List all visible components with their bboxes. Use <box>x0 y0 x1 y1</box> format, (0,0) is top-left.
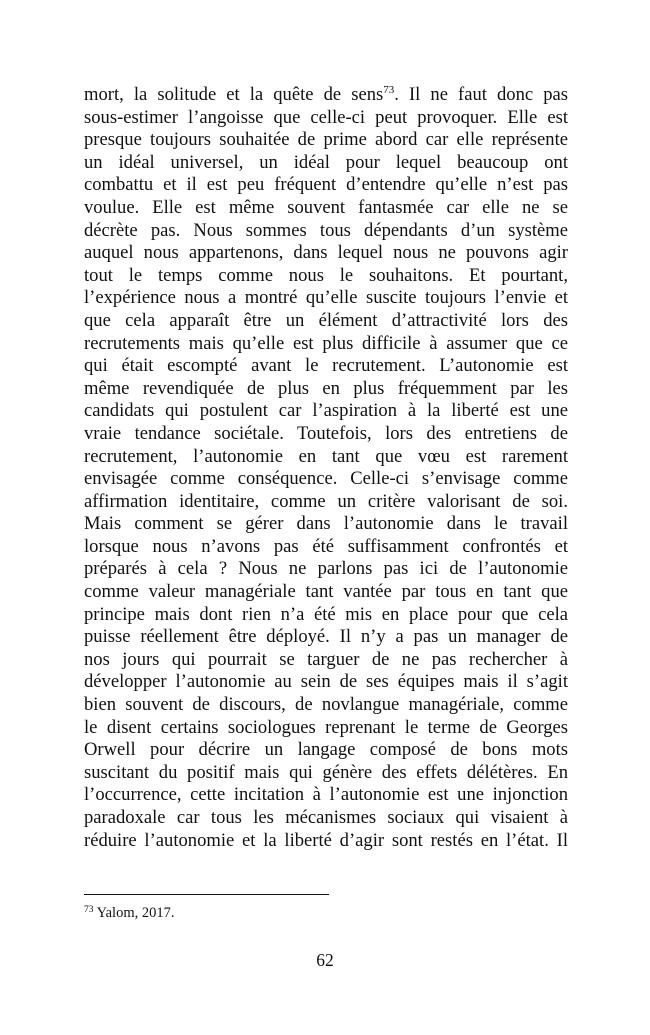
text-line <box>84 287 568 310</box>
text-line <box>84 446 568 469</box>
text-line <box>84 581 568 604</box>
text-line-content: recrutement, l’autonomie en tant que vœu est rarement <box>84 445 568 467</box>
text-line <box>84 400 568 423</box>
text-line <box>84 84 568 107</box>
text-line-content: paradoxale car tous les mécanismes sociaux qui visaient à <box>84 807 568 828</box>
footnote-text: Yalom, 2017. <box>96 905 175 921</box>
text-line-content: qui était escompté avant le recrutement. L’autonomie est <box>84 355 568 377</box>
text-line <box>84 197 568 220</box>
text-line <box>84 604 568 627</box>
text-line-content: Orwell pour décrire un langage composé de bons mots <box>84 739 568 761</box>
text-line <box>84 491 568 514</box>
text-line-content: nos jours qui pourrait se targuer de ne pas rechercher à <box>84 648 568 670</box>
text-line <box>84 310 568 333</box>
body-paragraph <box>84 84 568 852</box>
text-line-content: bien souvent de discours, de novlangue managériale, comme <box>84 694 568 716</box>
footnote-reference[interactable]: 73 <box>383 84 395 96</box>
text-line-content: puisse réellement être déployé. Il n’y a pas un manager de <box>84 626 568 648</box>
text-line <box>84 220 568 243</box>
text-line-content: voulue. Elle est même souvent fantasmée car elle ne se <box>84 196 568 218</box>
text-line <box>84 468 568 491</box>
text-line-content: principe mais dont rien n’a été mis en place pour que cela <box>84 603 568 625</box>
footnote <box>84 904 174 922</box>
text-line-content: recrutements mais qu’elle est plus difficile à assumer que ce <box>84 332 568 354</box>
text-line <box>84 265 568 288</box>
text-line <box>84 129 568 152</box>
text-line <box>84 536 568 559</box>
text-line-content: lorsque nous n’avons pas été suffisamment confrontés et <box>84 535 568 557</box>
page-number: 62 <box>316 950 334 970</box>
text-line-content: auquel nous appartenons, dans lequel nous ne pouvons agir <box>84 242 568 264</box>
footnote-separator <box>84 894 329 895</box>
text-line-content: préparés à cela ? Nous ne parlons pas ici de l’autonomie <box>84 558 568 580</box>
text-line <box>84 333 568 356</box>
text-line <box>84 717 568 740</box>
text-line <box>84 152 568 175</box>
text-line-content: suscitant du positif mais qui génère des effets délétères. En <box>84 761 568 783</box>
text-line <box>84 107 568 130</box>
text-line <box>84 558 568 581</box>
text-line-content: tout le temps comme nous le souhaitons. Et pourtant, <box>84 264 568 286</box>
text-line-content: candidats qui postulent car l’aspiration à la liberté est une <box>84 400 568 422</box>
text-line-content: un idéal universel, un idéal pour lequel beaucoup ont <box>84 151 568 173</box>
text-line-continuation: . Il ne faut donc pas <box>394 84 569 105</box>
text-line <box>84 626 568 649</box>
text-line-content: mort, la solitude et la quête de sens <box>84 84 384 105</box>
text-line <box>84 649 568 672</box>
text-line-content: l’expérience nous a montré qu’elle suscite toujours l’envie et <box>84 287 568 309</box>
text-line-content: que cela apparaît être un élément d’attractivité lors des <box>84 309 568 331</box>
text-line <box>84 694 568 717</box>
text-line-content: développer l’autonomie au sein de ses équipes mais il s’agit <box>84 671 568 693</box>
text-line <box>84 762 568 785</box>
text-line-content: affirmation identitaire, comme un critère valorisant de soi. <box>84 490 568 512</box>
text-line-content: sous-estimer l’angoisse que celle-ci peut provoquer. Elle est <box>84 106 568 128</box>
text-line-content: combattu et il est peu fréquent d’entendre qu’elle n’est pas <box>84 174 568 196</box>
text-line <box>84 671 568 694</box>
text-line <box>84 784 568 807</box>
text-line-content: presque toujours souhaitée de prime abord car elle représente <box>84 129 568 151</box>
text-line-content: vraie tendance sociétale. Toutefois, lors des entretiens de <box>84 422 568 444</box>
text-line <box>84 423 568 446</box>
text-line-content: réduire l’autonomie et la liberté d’agir sont restés en l’état. Il <box>84 829 568 851</box>
footnote-number: 73 <box>84 905 94 915</box>
text-line-content: l’occurrence, cette incitation à l’autonomie est une injonction <box>84 784 568 806</box>
text-line <box>84 830 568 853</box>
text-line <box>84 378 568 401</box>
text-line-content: comme valeur managériale tant vantée par tous en tant que <box>84 581 568 603</box>
text-line <box>84 739 568 762</box>
text-line <box>84 355 568 378</box>
text-line <box>84 242 568 265</box>
text-line-content: Mais comment se gérer dans l’autonomie dans le travail <box>84 513 568 535</box>
text-line <box>84 174 568 197</box>
text-line-content: envisagée comme conséquence. Celle-ci s’envisage comme <box>84 468 568 490</box>
text-line-content: décrète pas. Nous sommes tous dépendants d’un système <box>84 219 568 241</box>
text-line-content: même revendiquée de plus en plus fréquemment par les <box>84 377 568 399</box>
text-line <box>84 807 568 830</box>
text-line <box>84 513 568 536</box>
text-line-content: le disent certains sociologues reprenant le terme de Georges <box>84 716 568 738</box>
